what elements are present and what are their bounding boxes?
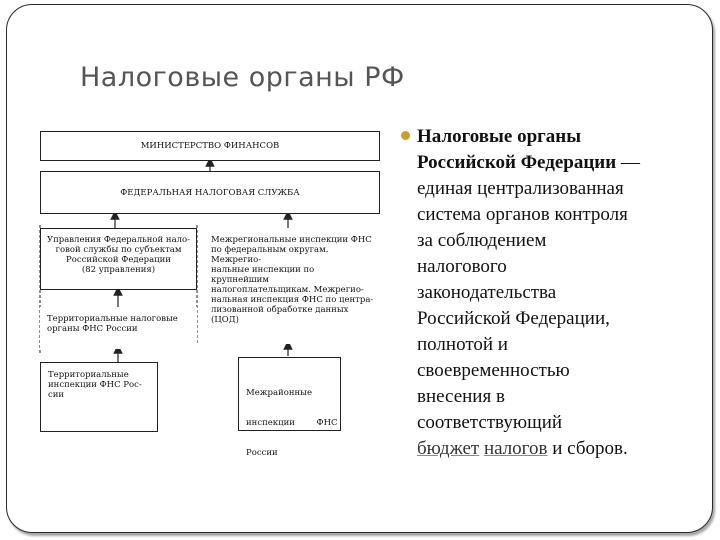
bullet-line: своевременностью [417, 360, 570, 381]
regional-line: Управления Федеральной нало- [46, 235, 191, 245]
bullet-line: за соблюдением [417, 230, 547, 251]
district-inspections-box [238, 357, 341, 458]
bullet-dot-icon [401, 131, 410, 140]
ministry-label: МИНИСТЕРСТВО ФИНАНСОВ [140, 141, 280, 151]
ministry-box [40, 131, 380, 161]
territorial-inspections-line: инспекции ФНС Рос- [48, 380, 142, 390]
regional-offices-box [40, 228, 197, 290]
district-line: инспекции ФНС [246, 418, 338, 428]
territorial-line: Территориальные налоговые [47, 314, 178, 324]
bullet-tail: и сборов. [547, 438, 628, 459]
district-line: Межрайонные [246, 388, 312, 398]
interregional-line: лизованной обработке данных (ЦОД) [211, 305, 349, 325]
territorial-inspections-box [40, 362, 158, 432]
bullet-line: внесения в [417, 386, 505, 407]
regional-line: Российской Федерации [66, 255, 171, 265]
interregional-line: нальная инспекция ФНС по центра- [211, 295, 374, 305]
bullet-bold-line: Налоговые органы [417, 126, 582, 147]
regional-line: говой службы по субъектам [55, 245, 182, 255]
bullet-line: налогового [417, 256, 507, 277]
regional-line: (82 управления) [81, 265, 156, 275]
interregional-line: Межрегиональные инспекции ФНС [211, 235, 372, 245]
territorial-inspections-line: сии [48, 390, 65, 400]
bullet-line: Российской Федерации, [417, 308, 610, 329]
bullet-line: законодательства [417, 282, 557, 303]
bullet-line: полнотой и [417, 334, 508, 355]
fns-label: ФЕДЕРАЛЬНАЯ НАЛОГОВАЯ СЛУЖБА [120, 187, 300, 198]
interregional-line: налогоплательщикам. Межрегио- [211, 285, 364, 295]
interregional-line: нальные инспекции по крупнейшим [211, 265, 315, 285]
bullet-line: соответствующий [417, 412, 563, 433]
district-line: России [246, 448, 278, 458]
territorial-inspections-line: Территориальные [48, 370, 129, 380]
territorial-line: органы ФНС России [47, 324, 138, 334]
bullet-bold-line: Российской Федерации [417, 152, 617, 173]
bullet-text [417, 124, 685, 462]
fns-box [40, 171, 380, 214]
territorial-organs-box [40, 307, 197, 349]
budget-link[interactable]: бюджет [417, 438, 480, 459]
slide-title: Налоговые органы РФ [80, 62, 405, 93]
bullet-line: система органов контроля [417, 204, 628, 225]
bullet-dash: — [616, 152, 640, 173]
interregional-inspections-box [205, 228, 380, 344]
taxes-link[interactable]: налогов [483, 438, 548, 459]
interregional-line: по федеральным округам. Межрегио- [211, 245, 329, 265]
bullet-line: единая централизованная [417, 178, 624, 199]
